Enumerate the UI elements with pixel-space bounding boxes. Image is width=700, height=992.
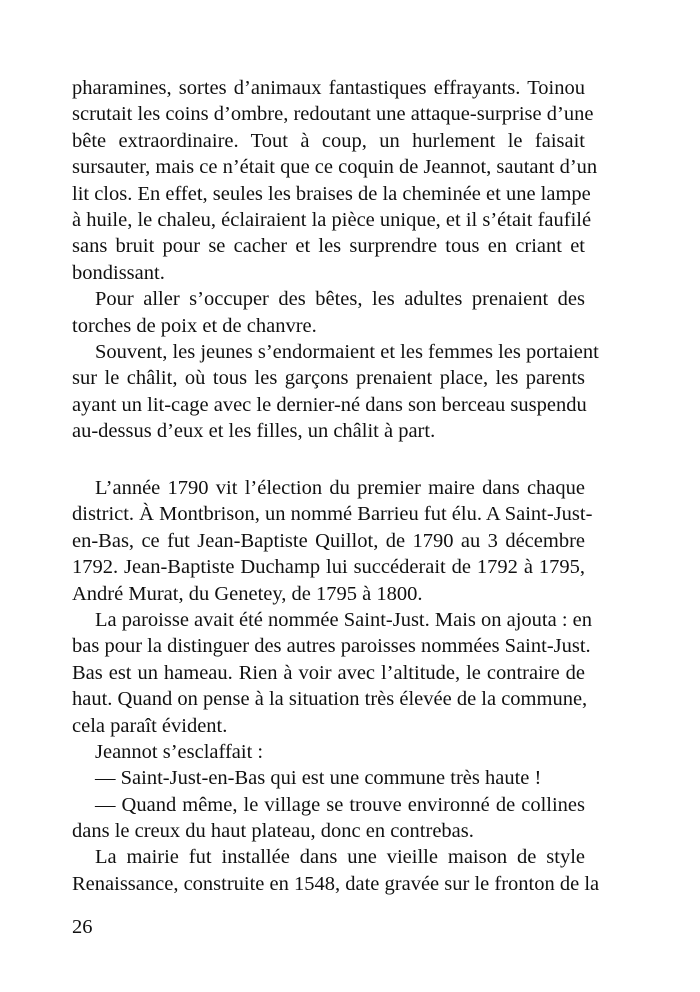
page-number: 26 bbox=[72, 916, 93, 938]
text-line: Pour aller s’occuper des bêtes, les adultes prenaient des bbox=[95, 288, 585, 311]
text-line: sans bruit pour se cacher et les surprendre tous en criant et bbox=[72, 235, 585, 258]
text-block-upper bbox=[72, 75, 599, 444]
text-line: dans le creux du haut plateau, donc en contrebas. bbox=[72, 820, 474, 843]
text-line: Jeannot s’esclaffait : bbox=[95, 740, 264, 763]
text-line: sursauter, mais ce n’était que ce coquin de Jeannot, sautant d’un bbox=[72, 156, 598, 179]
text-line: La paroisse avait été nommée Saint-Just. Mais on ajouta : en bbox=[95, 608, 592, 631]
text-line: — Saint-Just-en-Bas qui est une commune très haute ! bbox=[95, 767, 542, 790]
text-line: — Quand même, le village se trouve environné de collines bbox=[95, 793, 585, 816]
text-line: L’année 1790 vit l’élection du premier maire dans chaque bbox=[95, 477, 585, 499]
text-line: cela paraît évident. bbox=[72, 714, 228, 737]
text-line: bête extraordinaire. Tout à coup, un hurlement le faisait bbox=[72, 129, 585, 152]
text-line: pharamines, sortes d’animaux fantastiques effrayants. Toinou bbox=[72, 77, 585, 99]
text-line: au-dessus d’eux et les filles, un châlit à part. bbox=[72, 420, 436, 443]
text-line: haut. Quand on pense à la situation très élevée de la commune, bbox=[72, 688, 588, 711]
text-line: à huile, le chaleu, éclairaient la pièce unique, et il s’était faufilé bbox=[72, 208, 592, 231]
text-line: 1792. Jean-Baptiste Duchamp lui succéderait de 1792 à 1795, bbox=[72, 556, 585, 579]
text-block-lower bbox=[72, 475, 600, 897]
text-line: torches de poix et de chanvre. bbox=[72, 314, 317, 337]
text-line: lit clos. En effet, seules les braises de la cheminée et une lampe bbox=[72, 182, 591, 205]
text-line: scrutait les coins d’ombre, redoutant une attaque-surprise d’une bbox=[72, 103, 594, 126]
text-line: sur le châlit, où tous les garçons prenaient place, les parents bbox=[72, 367, 585, 390]
text-line: Bas est un hameau. Rien à voir avec l’altitude, le contraire de bbox=[72, 661, 585, 684]
text-line: La mairie fut installée dans une vieille maison de style bbox=[95, 846, 585, 869]
text-line: Renaissance, construite en 1548, date gravée sur le fronton de la bbox=[72, 872, 600, 895]
text-line: en-Bas, ce fut Jean-Baptiste Quillot, de 1790 au 3 décembre bbox=[72, 529, 585, 552]
text-line: district. À Montbrison, un nommé Barrieu fut élu. A Saint-Just- bbox=[72, 503, 593, 526]
text-line: André Murat, du Genetey, de 1795 à 1800. bbox=[72, 582, 423, 605]
text-line: bas pour la distinguer des autres paroisses nommées Saint-Just. bbox=[72, 635, 591, 658]
text-line: bondissant. bbox=[72, 261, 165, 284]
text-line: Souvent, les jeunes s’endormaient et les femmes les portaient bbox=[95, 340, 599, 363]
text-line: ayant un lit-cage avec le dernier-né dans son berceau suspendu bbox=[72, 393, 587, 416]
